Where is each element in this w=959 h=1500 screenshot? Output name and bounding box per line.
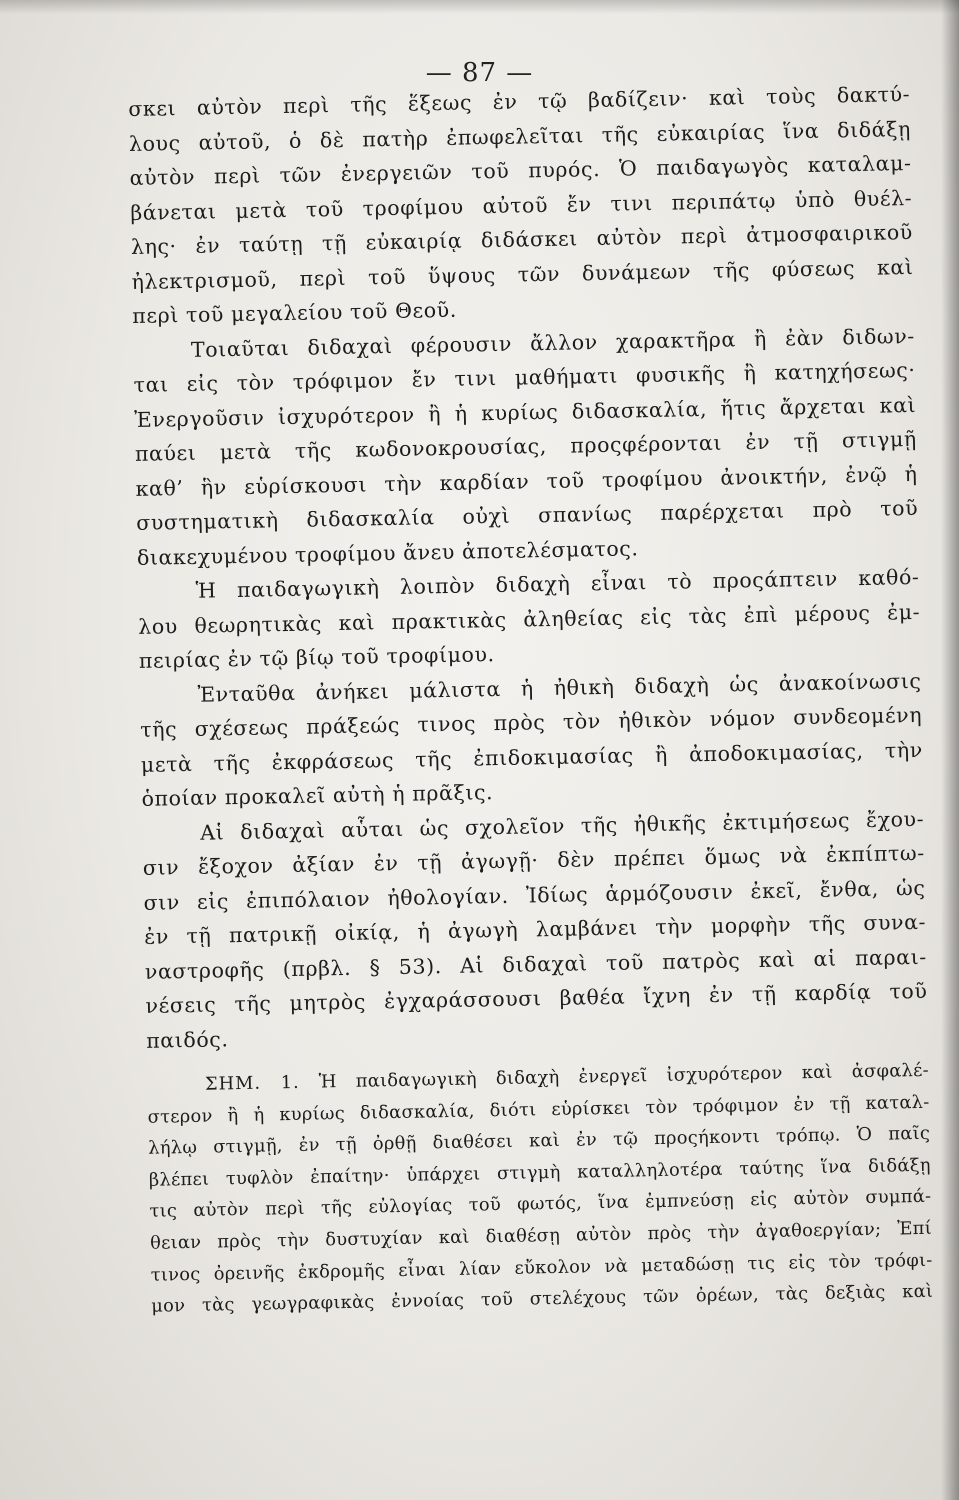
- page-number: — 87 —: [425, 58, 534, 88]
- text-line: θειαν πρὸς τὴν δυστυχίαν καὶ διαθέσῃ αὐτὸν πρὸς τὴν ἀγαθοεργίαν; Ἐπί: [149, 1217, 933, 1254]
- text-line: τις αὐτὸν περὶ τῆς εὐλογίας τοῦ φωτός, ἵνα ἐμπνεύσῃ εἰς αὐτὸν συμπά-: [149, 1186, 932, 1223]
- text-line: μον τὰς γεωγραφικὰς ἐννοίας τοῦ στελέχους τῶν ὀρέων, τὰς δεξιὰς καὶ: [151, 1280, 934, 1317]
- text-line: ται εἰς τὸν τρόφιμον ἔν τινι μαθήματι φυσικῆς ἢ κατηχήσεως·: [133, 357, 916, 397]
- text-line: Ἐνταῦθα ἀνήκει μάλιστα ἡ ἠθικὴ διδαχὴ ὡς ἀνακοίνωσις: [197, 668, 922, 707]
- text-line: τῆς σχέσεως πράξεώς τινος πρὸς τὸν ἠθικὸν νόμον συνδεομένη: [140, 702, 923, 742]
- text-line: διακεχυμένου τροφίμου ἄνευ ἀποτελέσματος.: [136, 535, 639, 570]
- text-line: πειρίας ἐν τῷ βίῳ τοῦ τροφίμου.: [138, 642, 495, 673]
- text-line: ὁποίαν προκαλεῖ αὐτὴ ἡ πρᾶξις.: [141, 780, 494, 811]
- text-line: Αἱ διδαχαὶ αὗται ὡς σχολεῖον τῆς ἠθικῆς ἐκτιμήσεως ἔχου-: [199, 806, 925, 845]
- footnote-text: Ἡ παιδαγωγικὴ διδαχὴ ἐνεργεῖ ἰσχυρότερον καὶ ἀσφαλέ-: [318, 1059, 930, 1093]
- page-shadow-top: [0, 0, 959, 14]
- text-line: λους αὐτοῦ, ὁ δὲ πατὴρ ἐπωφελεῖται τῆς εὐκαιρίας ἵνα διδάξῃ: [128, 116, 912, 156]
- text-line: Τοιαῦται διδαχαὶ φέρουσιν ἄλλον χαρακτῆρα ἢ ἐὰν διδων-: [190, 323, 916, 362]
- paragraph: [128, 77, 914, 333]
- text-line: στερον ἢ ἡ κυρίως διδασκαλία, διότι εὑρίσκει τὸν τρόφιμον ἐν τῇ καταλ-: [147, 1091, 930, 1128]
- text-line: σιν ἔξοχον ἀξίαν ἐν τῇ ἀγωγῇ· δὲν πρέπει ὅμως νὰ ἐκπίπτω-: [142, 840, 925, 880]
- text-line: παύει μετὰ τῆς κωδονοκρουσίας, προςφέρονται ἐν τῇ στιγμῇ: [134, 426, 918, 466]
- text-line: βάνεται μετὰ τοῦ τροφίμου αὐτοῦ ἔν τινι περιπάτῳ ὑπὸ θυέλ-: [130, 185, 913, 225]
- text-line: περὶ τοῦ μεγαλείου τοῦ Θεοῦ.: [132, 297, 458, 328]
- text-line: ναστροφῆς (πρβλ. § 53). Αἱ διδαχαὶ τοῦ πατρὸς καὶ αἱ παραι-: [144, 944, 927, 984]
- text-line: σκει αὐτὸν περὶ τῆς ἕξεως ἐν τῷ βαδίζειν· καὶ τοὺς δακτύ-: [128, 81, 911, 121]
- text-line: λης· ἐν ταύτῃ τῇ εὐκαιρίᾳ διδάσκει αὐτὸν περὶ ἀτμοσφαιρικοῦ: [130, 219, 914, 259]
- text-line: νέσεις τῆς μητρὸς ἐγχαράσσουσι βαθέα ἴχνη ἐν τῇ καρδίᾳ τοῦ: [145, 978, 928, 1018]
- paragraph: [133, 318, 919, 574]
- text-line: βλέπει τυφλὸν ἐπαίτην· ὑπάρχει στιγμὴ καταλληλοτέρα ταύτης ἵνα διδάξῃ: [148, 1154, 931, 1191]
- text-line: μετὰ τῆς ἐκφράσεως τῆς ἐπιδοκιμασίας ἢ ἀποδοκιμασίας, τὴν: [140, 737, 923, 777]
- body-text: [128, 77, 933, 1323]
- paragraph: [137, 560, 921, 678]
- text-line: καθ’ ἣν εὑρίσκουσι τὴν καρδίαν τοῦ τροφίμου ἀνοικτήν, ἐνῷ ἡ: [135, 461, 918, 501]
- text-line: Ἐνεργοῦσιν ἰσχυρότερον ἢ ἡ κυρίως διδασκαλία, ἥτις ἄρχεται καὶ: [134, 392, 917, 432]
- text-line: λου θεωρητικὰς καὶ πρακτικὰς ἀληθείας εἰς τὰς ἐπὶ μέρους ἐμ-: [138, 599, 921, 639]
- text-line: σιν εἰς ἐπιπόλαιον ἠθολογίαν. Ἰδίως ἁρμόζουσιν ἐκεῖ, ἔνθα, ὡς: [143, 875, 926, 915]
- text-line: τινος ὀρεινῆς ἐκδρομῆς εἶναι λίαν εὔκολον νὰ μεταδώσῃ τις εἰς τὸν τρόφι-: [150, 1249, 933, 1286]
- text-line: Ἡ παιδαγωγικὴ λοιπὸν διδαχὴ εἶναι τὸ προςάπτειν καθό-: [195, 564, 920, 603]
- text-line: ἐν τῇ πατρικῇ οἰκίᾳ, ἡ ἀγωγὴ λαμβάνει τὴν μορφὴν τῆς συνα-: [143, 909, 927, 949]
- text-line: παιδός.: [145, 1026, 229, 1053]
- footnote-label: ΣΗΜ. 1.: [204, 1071, 300, 1095]
- text-line: λήλῳ στιγμῇ, ἐν τῇ ὀρθῇ διαθέσει καὶ ἐν τῷ προςήκοντι τρόπῳ. Ὁ παῖς: [148, 1122, 931, 1159]
- page-shadow-right: [941, 0, 959, 1500]
- paragraph: [142, 801, 928, 1057]
- text-line: ἠλεκτρισμοῦ, περὶ τοῦ ὕψους τῶν δυνάμεων τῆς φύσεως καὶ: [131, 254, 914, 294]
- footnote: [147, 1055, 934, 1323]
- text-line: αὐτὸν περὶ τῶν ἐνεργειῶν τοῦ πυρός. Ὁ παιδαγωγὸς καταλαμ-: [129, 150, 912, 190]
- text-line: συστηματικὴ διδασκαλία οὐχὶ σπανίως παρέρχεται πρὸ τοῦ: [136, 495, 919, 535]
- paragraph: [139, 663, 924, 816]
